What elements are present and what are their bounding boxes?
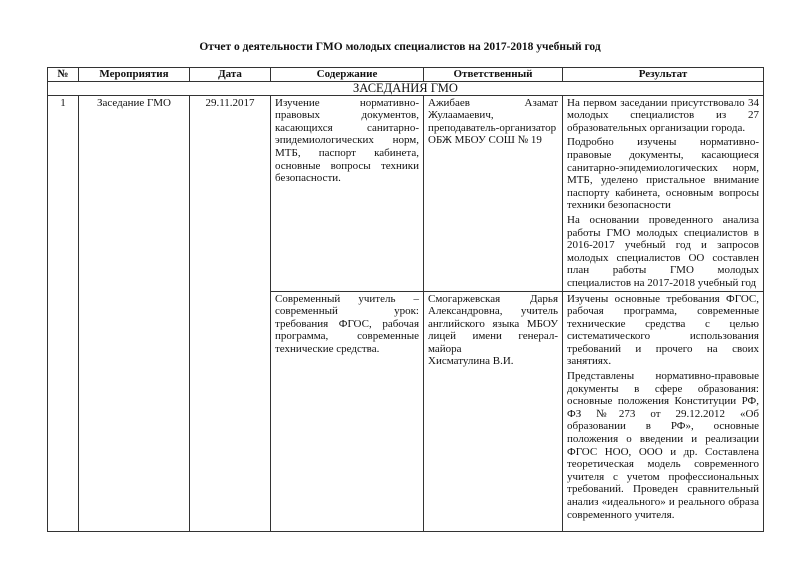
document-title: Отчет о деятельности ГМО молодых специалистов на 2017-2018 учебный год bbox=[199, 41, 601, 53]
row-num: 1 bbox=[48, 95, 79, 531]
responsible-person: Хисматулина В.И. bbox=[428, 355, 514, 368]
row-date: 29.11.2017 bbox=[190, 95, 271, 531]
header-row bbox=[48, 68, 764, 82]
header-responsible: Ответственный bbox=[424, 68, 563, 82]
row-responsible bbox=[424, 291, 563, 531]
report-table bbox=[47, 67, 764, 532]
row-responsible bbox=[424, 95, 563, 291]
result-paragraph: Подробно изучены нормативно-правовые документы, касающиеся санитарно-эпидемиологических норм, МТБ, уделено пристальное внимание паспорту кабинета, основным вопросы техники безопасности bbox=[567, 136, 759, 212]
row-event: Заседание ГМО bbox=[79, 95, 190, 531]
result-paragraph: Представлены нормативно-правовые документы в сфере образования: основные положения Конституции РФ, ФЗ №273 от 29.12.2012 «Об образовании в РФ», основные положения о введении и реализации ФГОС НОО, ООО и др. Составлена теоретическая модель современного учителя с учетом профессиональных требований. Проведен сравнительный анализ «идеального» и реального образа современного учителя. bbox=[567, 370, 759, 521]
responsible-person: Ажибаев Азамат Жулаамаевич, преподаватель-организатор ОБЖ МБОУ СОШ № 19 bbox=[428, 96, 558, 147]
header-date: Дата bbox=[190, 68, 271, 82]
table-row bbox=[48, 95, 764, 291]
header-num: № bbox=[48, 68, 79, 82]
row-result bbox=[563, 95, 764, 291]
row-content: Современный учитель – современный урок: требования ФГОС, рабочая программа, современные технические средства. bbox=[271, 291, 424, 531]
header-content: Содержание bbox=[271, 68, 424, 82]
row-content: Изучение нормативно-правовых документов, касающихся санитарно-эпидемиологических норм, МТБ, паспорт кабинета, основные вопросы техники безопасности. bbox=[271, 95, 424, 291]
row-result bbox=[563, 291, 764, 531]
result-paragraph: На основании проведенного анализа работы ГМО молодых специалистов в 2016-2017 учебный год и запросов молодых специалистов ОО составлен план работы ГМО молодых специалистов на 2017-2018 учебный год bbox=[567, 213, 759, 289]
header-result: Результат bbox=[563, 68, 764, 82]
responsible-person: Смогаржевская Дарья Александровна, учитель английского языка МБОУ лицей имени генерал-майора bbox=[428, 292, 558, 355]
section-row bbox=[48, 81, 764, 95]
result-paragraph: На первом заседании присутствовало 34 молодых специалистов из 27 образовательных организации города. bbox=[567, 96, 759, 134]
result-paragraph: Изучены основные требования ФГОС, рабочая программа, современные технические средства с целью систематического использования требований и прочего на своих занятиях. bbox=[567, 292, 759, 368]
header-event: Мероприятия bbox=[79, 68, 190, 82]
section-title: ЗАСЕДАНИЯ ГМО bbox=[48, 81, 764, 95]
